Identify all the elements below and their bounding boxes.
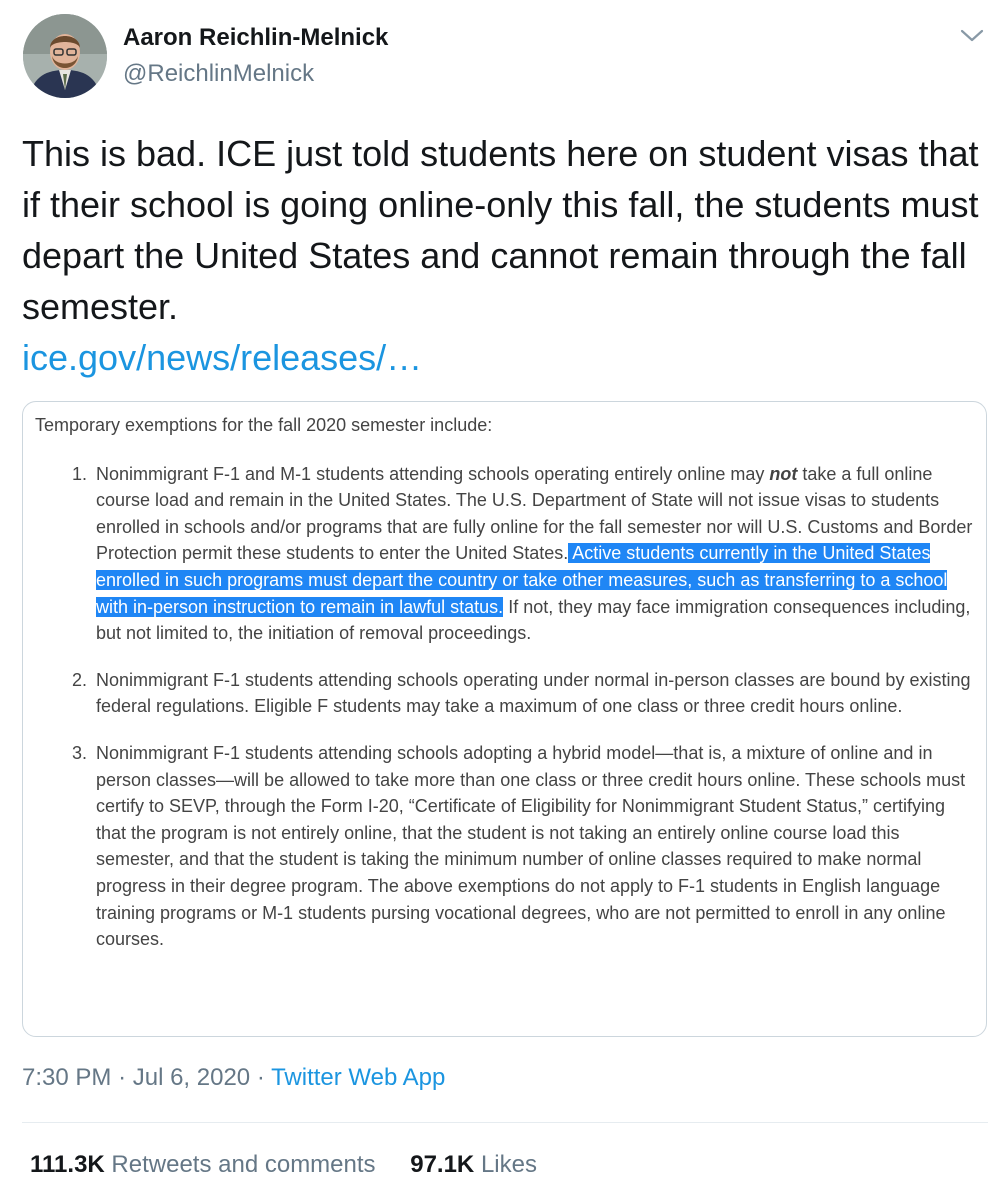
highlighted-text: Active students currently in the United States enrolled in such programs must depart the country or take other measures, such as transferring to a school with in-person instruction to remain in lawful status. [96,543,948,617]
document-excerpt [35,412,975,973]
retweets-stat[interactable] [30,1151,376,1178]
exemptions-list [35,461,975,953]
item-text: Nonimmigrant F-1 and M-1 students attending schools operating entirely online may [96,463,770,484]
divider [22,1122,988,1123]
tweet-source[interactable]: Twitter Web App [271,1064,446,1091]
tweet-stats [30,1151,565,1179]
tweet-text [22,128,997,383]
tweet-meta [22,1064,445,1092]
profile-photo [23,14,107,98]
retweets-label: Retweets and comments [111,1151,376,1178]
list-item [35,667,975,720]
likes-label: Likes [480,1151,537,1178]
item-text: Nonimmigrant F-1 students attending schools operating under normal in-person classes are bound by existing federal regulations. Eligible F students may take a maximum of one class or three credit hours online. [96,669,971,717]
retweets-count: 111.3K [30,1151,105,1178]
author-name[interactable]: Aaron Reichlin-Melnick [123,24,389,51]
tweet-body: This is bad. ICE just told students here on student visas that if their school is going online-only this fall, the students must depart the United States and cannot remain through the fall semester. [22,133,979,327]
likes-stat[interactable] [410,1151,537,1178]
item-text: take a full online course load and remain in the United States. The U.S. Department of State will not issue visas to students enrolled in schools and/or programs that are fully online for the fall semester nor will U.S. Customs and Border Protection permit these students to enter the United States. [96,463,973,564]
item-text: Nonimmigrant F-1 students attending schools adopting a hybrid model—that is, a mixture of online and in person classes—will be allowed to take more than one class or three credit hours online. These schools must certify to SEVP, through the Form I-20, “Certificate of Eligibility for Nonimmigrant Student Status,” certifying that the program is not entirely online, that the student is not taking an entirely online course load this semester, and that the student is taking the minimum number of online classes required to make normal progress in their degree program. The above exemptions do not apply to F-1 students in English language training programs or M-1 students pursing vocational degrees, who are not permitted to enroll in any online courses. [96,742,966,950]
list-number: 1. [72,463,88,484]
avatar[interactable] [23,14,107,98]
list-item [35,740,975,953]
meta-separator: · [118,1064,127,1091]
tweet-date: Jul 6, 2020 [132,1064,251,1091]
tweet-link[interactable]: ice.gov/news/releases/… [22,337,423,378]
likes-count: 97.1K [410,1151,475,1178]
list-number: 3. [72,742,88,763]
meta-separator: · [256,1064,265,1091]
author-handle[interactable]: @ReichlinMelnick [123,60,315,87]
item-emphasis: not [769,463,798,484]
tweet-timestamp[interactable] [22,1064,250,1091]
chevron-down-icon[interactable] [958,26,986,46]
attached-image[interactable] [22,401,987,1037]
document-intro: Temporary exemptions for the fall 2020 semester include: [35,415,493,435]
list-item [35,461,975,647]
list-number: 2. [72,669,88,690]
tweet-time: 7:30 PM [22,1064,112,1091]
item-text: If not, they may face immigration consequences including, but not limited to, the initiation of removal proceedings. [96,596,971,644]
